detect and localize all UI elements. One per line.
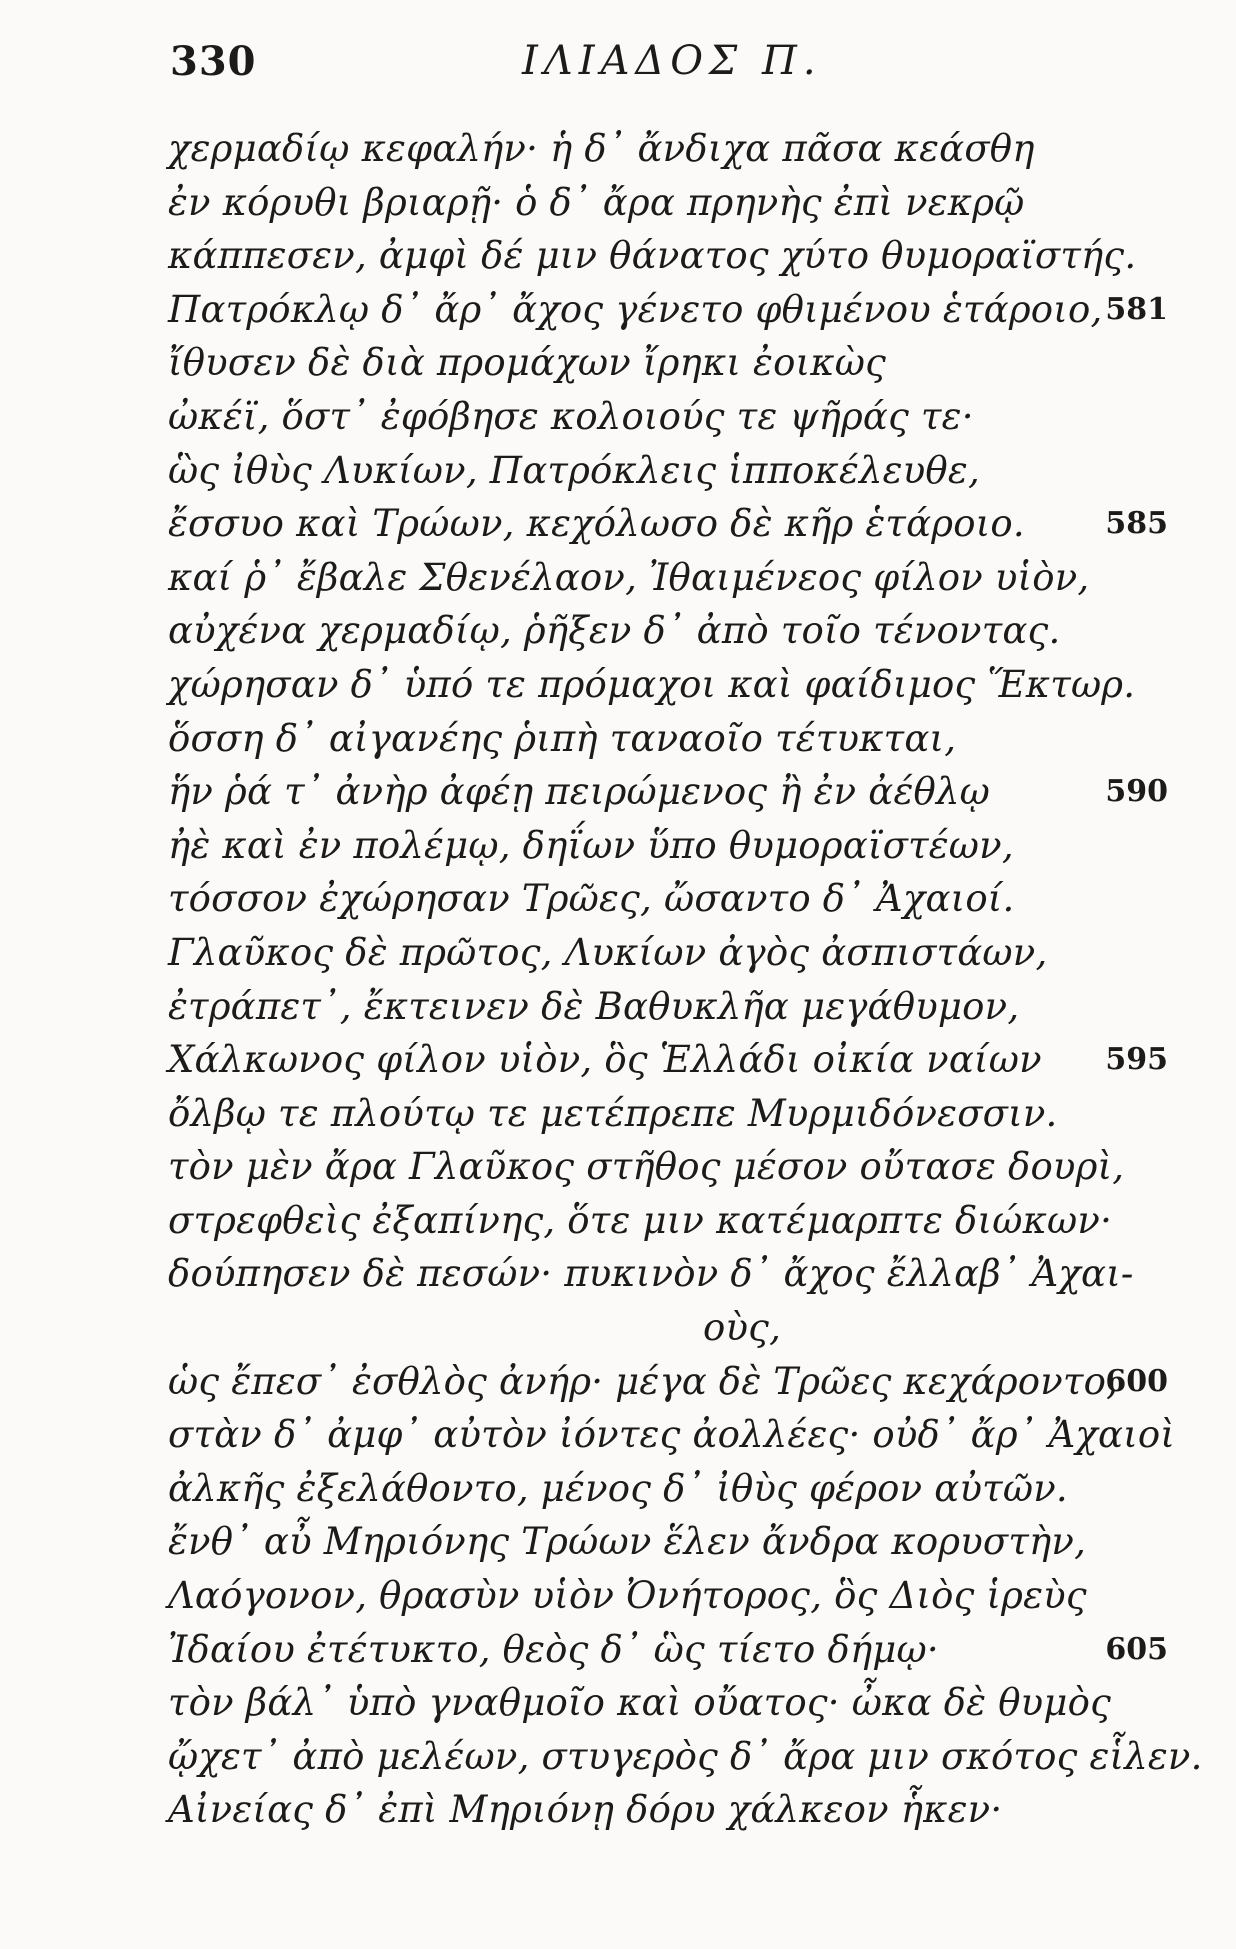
verse-text: τόσσον ἐχώρησαν Τρῶες, ὤσαντο δ᾽ Ἀχαιοί. (168, 877, 1015, 921)
verse-text: ᾤχετ᾽ ἀπὸ μελέων, στυγερὸς δ᾽ ἄρα μιν σκότος εἷλεν. (168, 1734, 1203, 1778)
verse-line (168, 176, 1168, 230)
verse-line (168, 283, 1168, 337)
verse-line (168, 1783, 1168, 1837)
verse-text: Λαόγονον, θρασὺν υἱὸν Ὀνήτορος, ὃς Διὸς ἱρεὺς (168, 1574, 1087, 1618)
verse-text: ἔνθ᾽ αὖ Μηριόνης Τρώων ἕλεν ἄνδρα κορυστὴν, (168, 1520, 1087, 1564)
verse-line (168, 604, 1168, 658)
verse-text: χερμαδίῳ κεφαλήν· ἡ δ᾽ ἄνδιχα πᾶσα κεάσθη (168, 127, 1035, 170)
verse-block (168, 122, 1203, 1837)
verse-line (168, 1623, 1168, 1677)
verse-text: ὠκέϊ, ὅστ᾽ ἐφόβησε κολοιούς τε ψῆράς τε· (168, 394, 974, 438)
page-header (170, 38, 1170, 98)
verse-line (168, 1033, 1168, 1087)
verse-line (168, 229, 1168, 283)
verse-line (168, 551, 1168, 605)
verse-text: Χάλκωνος φίλον υἱὸν, ὃς Ἑλλάδι οἰκία ναίων (168, 1038, 1042, 1082)
verse-text: ὣς ἰθὺς Λυκίων, Πατρόκλεις ἱπποκέλευθε, (168, 448, 980, 492)
verse-text: τὸν βάλ᾽ ὑπὸ γναθμοῖο καὶ οὔατος· ὦκα δὲ θυμὸς (168, 1681, 1112, 1725)
page-number: 330 (170, 38, 257, 85)
verse-text: ὄλβῳ τε πλούτῳ τε μετέπρεπε Μυρμιδόνεσσιν. (168, 1091, 1058, 1135)
verse-text: ὅσση δ᾽ αἰγανέης ῥιπὴ ταναοῖο τέτυκται, (168, 716, 957, 760)
verse-line (168, 1087, 1168, 1141)
verse-line (168, 658, 1168, 712)
verse-text: ἔσσυο καὶ Τρώων, κεχόλωσο δὲ κῆρ ἑτάροιο. (168, 502, 1025, 546)
verse-line (168, 765, 1168, 819)
verse-text: Ἰδαίου ἐτέτυκτο, θεὸς δ᾽ ὣς τίετο δήμῳ· (168, 1627, 939, 1671)
verse-line (168, 497, 1168, 551)
verse-line (168, 712, 1168, 766)
verse-line (168, 1355, 1168, 1409)
verse-line (168, 336, 1168, 390)
verse-line (168, 1676, 1168, 1730)
verse-text: χώρησαν δ᾽ ὑπό τε πρόμαχοι καὶ φαίδιμος Ἕκτωρ. (168, 662, 1136, 706)
verse-line (168, 1462, 1168, 1516)
verse-line (168, 1515, 1168, 1569)
verse-text: δούπησεν δὲ πεσών· πυκινὸν δ᾽ ἄχος ἔλλαβ᾽ Ἀχαι- (168, 1252, 1134, 1296)
verse-text: στρεφθεὶς ἐξαπίνης, ὅτε μιν κατέμαρπτε διώκων· (168, 1198, 1113, 1242)
verse-text: ἴθυσεν δὲ διὰ προμάχων ἴρηκι ἐοικὼς (168, 341, 887, 385)
verse-line (168, 122, 1168, 176)
verse-line (168, 1569, 1168, 1623)
verse-text: στὰν δ᾽ ἀμφ᾽ αὐτὸν ἰόντες ἀολλέες· οὐδ᾽ ἄρ᾽ Ἀχαιοὶ (168, 1413, 1176, 1457)
line-number: 595 (1105, 1042, 1168, 1078)
verse-line (168, 819, 1168, 873)
verse-text: ὡς ἔπεσ᾽ ἐσθλὸς ἀνήρ· μέγα δὲ Τρῶες κεχάροντο, (168, 1359, 1119, 1403)
verse-text: Αἰνείας δ᾽ ἐπὶ Μηριόνῃ δόρυ χάλκεον ἧκεν· (168, 1788, 1003, 1832)
verse-line (168, 1730, 1203, 1784)
line-number: 590 (1105, 774, 1168, 810)
verse-line (168, 1247, 1168, 1301)
running-title: ΙΛΙΑΔΟΣ Π. (522, 38, 822, 84)
verse-line (168, 872, 1168, 926)
line-number: 581 (1105, 291, 1168, 327)
line-number: 585 (1105, 506, 1168, 542)
verse-text: ἐν κόρυθι βριαρῇ· ὁ δ᾽ ἄρα πρηνὴς ἐπὶ νεκρῷ (168, 180, 1025, 224)
verse-text: Γλαῦκος δὲ πρῶτος, Λυκίων ἀγὸς ἀσπιστάων, (168, 930, 1048, 974)
verse-text: τὸν μὲν ἄρα Γλαῦκος στῆθος μέσον οὔτασε δουρὶ, (168, 1145, 1125, 1189)
verse-line (168, 980, 1168, 1034)
verse-text: καί ῥ᾽ ἔβαλε Σθενέλαον, Ἰθαιμένεος φίλον υἱὸν, (168, 555, 1090, 599)
verse-line (168, 390, 1168, 444)
line-number: 600 (1105, 1363, 1168, 1399)
verse-line (168, 1140, 1168, 1194)
verse-text: ἐτράπετ᾽, ἔκτεινεν δὲ Βαθυκλῆα μεγάθυμον, (168, 984, 1020, 1028)
verse-text: οὺς, (703, 1306, 782, 1350)
verse-line (168, 926, 1168, 980)
verse-text: ἠὲ καὶ ἐν πολέμῳ, δηΐων ὕπο θυμοραϊστέων, (168, 823, 1014, 867)
verse-text: ἀλκῆς ἐξελάθοντο, μένος δ᾽ ἰθὺς φέρον αὐτῶν. (168, 1466, 1068, 1510)
verse-line (168, 1301, 1168, 1355)
verse-line (168, 1194, 1168, 1248)
verse-line (168, 444, 1168, 498)
verse-text: κάππεσεν, ἀμφὶ δέ μιν θάνατος χύτο θυμοραϊστής. (168, 234, 1137, 278)
line-number: 605 (1105, 1631, 1168, 1667)
verse-line (168, 1408, 1176, 1462)
verse-text: ἥν ῥά τ᾽ ἀνὴρ ἀφέῃ πειρώμενος ἢ ἐν ἀέθλῳ (168, 770, 991, 814)
verse-text: αὐχένα χερμαδίῳ, ῥῆξεν δ᾽ ἀπὸ τοῖο τένοντας. (168, 609, 1061, 653)
verse-text: Πατρόκλῳ δ᾽ ἄρ᾽ ἄχος γένετο φθιμένου ἑτάροιο, (168, 287, 1103, 331)
